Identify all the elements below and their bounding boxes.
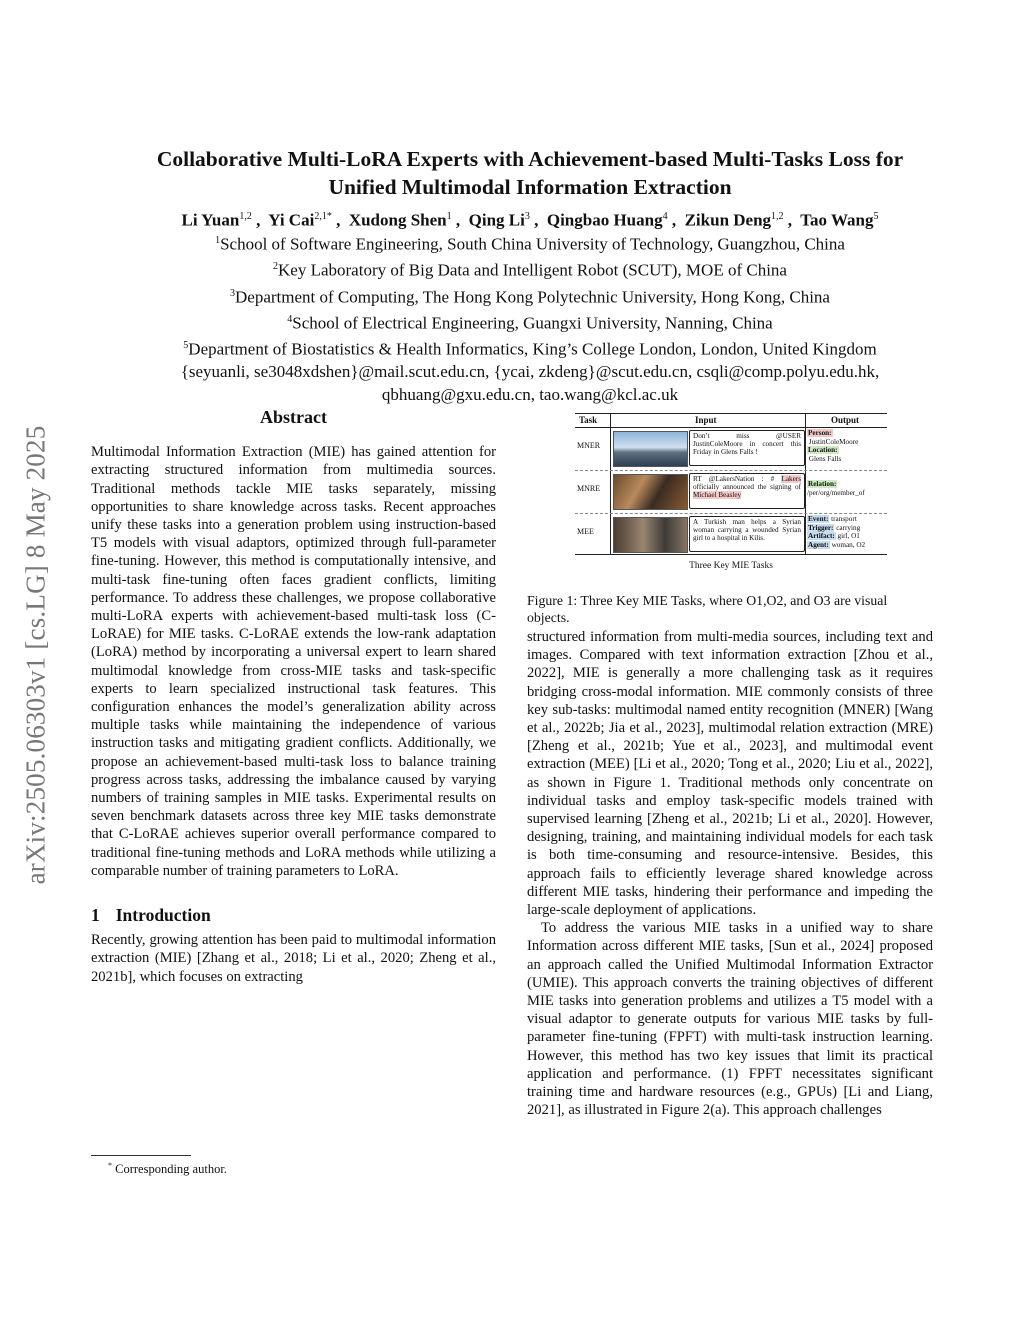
affiliation-line [60, 256, 1000, 282]
output-label: Agent: [808, 540, 829, 549]
affiliation-line [60, 283, 1000, 309]
affiliation-line [60, 309, 1000, 335]
affiliation-mark: 1 [215, 235, 221, 246]
section-number: 1 [91, 905, 100, 926]
author-affil-mark: 1,2 [239, 211, 252, 222]
author-name: Xudong Shen [348, 210, 447, 230]
section-title: Introduction [115, 905, 211, 926]
output-label: Event: [808, 515, 829, 523]
abstract-heading: Abstract [260, 407, 327, 427]
author-affil-mark: 2,1* [314, 211, 332, 222]
affiliations [60, 230, 1000, 406]
footnote-mark: * [108, 1161, 112, 1170]
author-name: Zikun Deng [684, 210, 772, 230]
output-label: Trigger: [808, 523, 834, 532]
figure-caption: Figure 1: Three Key MIE Tasks, where O1,O2, and O3 are visual objects. [527, 593, 888, 625]
figure-table [575, 413, 887, 555]
affiliation-text: Department of Biostatistics & Health Informatics, King’s College London, London, United Kingdom [188, 339, 877, 359]
affiliation-mark: 4 [287, 313, 293, 325]
input-text: A Turkish man helps a Syrian woman carrying a wounded Syrian girl to a hospital in Kilis. [693, 518, 801, 543]
abstract-text: Multimodal Information Extraction (MIE) has gained attention for extracting structured information from multimedia sources. Traditional methods tackle MIE tasks separately, missing opportunities to share knowledge across tasks. Recent approaches unify these tasks into a generation problem using instruction-based T5 models with visual adaptors, optimized through full-parameter fine-tuning. However, this method is computationally intensive, and multi-task fine-tuning often faces gradient conflicts, limiting performance. To address these challenges, we propose collaborative multi-LoRA experts with achievement-based multi-task loss (C-LoRAE) for MIE tasks. C-LoRAE extends the low-rank adaptation (LoRA) method by incorporating a universal expert to learn shared multimodal knowledge from cross-MIE tasks and task-specific experts to learn specialized instructional task features. This configuration enhances the model’s generalization ability across multiple tasks while maintaining the independence of various instruction tasks and mitigating gradient conflicts. Additionally, we propose an achievement-based multi-task loss to balance training progress across tasks, addressing the imbalance caused by varying numbers of training samples in MIE tasks. Experimental results on seven benchmark datasets across three key MIE tasks demonstrate that C-LoRAE achieves superior overall performance compared to traditional fine-tuning methods and LoRA methods while utilizing a comparable number of training parameters to LoRA. [91, 444, 496, 879]
output-label: Relation: [808, 480, 837, 488]
concert-photo [613, 431, 688, 467]
rescue-photo [613, 517, 688, 553]
header-output: Output [831, 415, 860, 425]
output-value: JustinColeMoore [808, 437, 859, 446]
author-name: Yi Cai [268, 210, 315, 230]
input-text-box [689, 430, 805, 466]
affiliation-mark: 2 [273, 261, 279, 273]
footnote-rule [91, 1155, 191, 1156]
figure-inner-label: Three Key MIE Tasks [689, 561, 773, 572]
input-text-box [689, 473, 805, 509]
output-value: carrying [836, 523, 861, 532]
author-name: Qingbao Huang [546, 210, 663, 230]
author-name: Tao Wang [800, 210, 874, 230]
output-label: Location: [808, 446, 838, 455]
affiliation-mark: 3 [230, 287, 236, 299]
affiliation-text: Key Laboratory of Big Data and Intelligent Robot (SCUT), MOE of China [278, 260, 787, 280]
basketball-photo [613, 474, 688, 510]
input-text-box [689, 516, 805, 552]
affiliation-line [60, 335, 1000, 361]
output-label: Artifact: [808, 532, 835, 541]
body-paragraph: structured information from multi-media sources, including text and images. Compared with text information extraction [Zhou et al., 2022], MIE is generally a more challenging task as it requires bridging cross-modal information. MIE commonly consists of three key sub-tasks: multimodal named entity recognition (MNER) [Wang et al., 2022b; Jia et al., 2023], multimodal relation extraction (MRE) [Zheng et al., 2021b; Yue et al., 2023], and multimodal event extraction (MEE) [Li et al., 2020; Tong et al., 2020; Liu et al., 2022], as shown in Figure 1. Traditional methods only concentrate on individual tasks and employ task-specific models trained with supervised learning [Zheng et al., 2021b; Li et al., 2020]. However, designing, training, and maintaining individual models for each task is both time-consuming and resource-intensive. Besides, this approach fails to efficiently leverage shared knowledge across different MIE tasks, hindering their performance and impeding the large-scale deployment of applications. [527, 629, 933, 919]
footnote-text: Corresponding author. [115, 1162, 227, 1177]
header-input: Input [695, 415, 717, 425]
author-affil-mark: 1 [446, 211, 452, 222]
footnote [108, 1161, 227, 1177]
figure-row-mee [575, 513, 887, 556]
affiliation-text: School of Software Engineering, South China University of Technology, Guangzhou, China [220, 234, 845, 254]
figure-row-mnre [575, 470, 887, 514]
output-value: transport [831, 515, 857, 523]
highlighted-entity: Lakers [781, 475, 801, 483]
output-value: girl, O1 [837, 532, 860, 541]
output-value: woman, O2 [831, 540, 866, 549]
figure-row-mner [575, 427, 887, 471]
arxiv-identifier [10, 350, 62, 960]
task-label: MNER [577, 441, 601, 450]
figure-header-row [575, 414, 887, 428]
left-column [91, 408, 496, 986]
author-affil-mark: 4 [662, 211, 668, 222]
section-heading [91, 906, 496, 924]
task-label: MEE [577, 527, 594, 536]
arxiv-identifier-text: arXiv:2505.06303v1 [cs.LG] 8 May 2025 [20, 425, 51, 885]
affiliation-text: Department of Computing, The Hong Kong Polytechnic University, Hong Kong, China [235, 287, 830, 307]
title-line: Unified Multimodal Information Extraction [328, 175, 732, 199]
affiliation-mark: 5 [183, 340, 189, 351]
output-value: /per/org/member_of [807, 488, 865, 497]
output-box [807, 480, 885, 497]
affiliation-text: School of Electrical Engineering, Guangxi University, Nanning, China [292, 313, 773, 333]
author-affil-mark: 3 [524, 211, 530, 222]
output-box [807, 429, 885, 463]
output-value: Glens Falls [808, 454, 842, 463]
output-box [807, 515, 885, 549]
author-affil-mark: 1,2 [771, 211, 784, 222]
header-task: Task [579, 415, 598, 425]
intro-paragraph: Recently, growing attention has been paid to multimodal information extraction (MIE) [Zhang et al., 2018; Li et al., 2020; Zheng et al., 2021b], which focuses on extracting [91, 932, 496, 985]
author-name: Li Yuan [181, 210, 240, 230]
input-text: officially announced the signing of [693, 483, 801, 492]
affiliation-line [60, 230, 1000, 256]
title-line: Collaborative Multi-LoRA Experts with Achievement-based Multi-Tasks Loss for [156, 147, 904, 171]
author-affil-mark: 5 [873, 211, 879, 222]
input-text: Don’t miss @USER JustinColeMoore in concert this Friday in Glens Falls ! [693, 432, 801, 457]
email-line[interactable]: qbhuang@gxu.edu.cn, tao.wang@kcl.ac.uk [381, 384, 679, 404]
right-column [527, 628, 933, 1119]
highlighted-entity: Michael Beasley [693, 491, 742, 500]
input-text: RT @LakersNation : # [693, 475, 775, 483]
email-line[interactable]: {seyuanli, se3048xdshen}@mail.scut.edu.cn, {ycai, zkdeng}@scut.edu.cn, csqli@comp.polyu.edu.hk, [180, 362, 880, 382]
output-label: Person: [808, 429, 832, 437]
body-paragraph: To address the various MIE tasks in a unified way to share Information across different MIE tasks, [Sun et al., 2024] proposed an approach called the Unified Multimodal Information Extractor (UMIE). This approach converts the training objectives of different MIE tasks into generation problems and utilizes a T5 model with a visual adaptor to generate outputs for various MIE tasks by full-parameter fine-tuning (FPFT) with multi-task instruction learning. However, this method has two key issues that limit its practical application and performance. (1) FPFT necessitates significant training time and hardware resources (e.g., GPUs) [Li and Liang, 2021], as illustrated in Figure 2(a). This approach challenges [527, 920, 933, 1119]
paper-title [80, 145, 980, 201]
figure-1 [575, 413, 887, 572]
author-list: Li Yuan$^{1,2}$ , Yi Cai$^{2,1*}$ , Xudong Shen$^1$ , Qing Li$^3$ , Qingbao Huang$^4$ , Zikun Deng$^{1,2}$ , Tao Wang$^5$ [181, 210, 879, 230]
task-label: MNRE [577, 484, 601, 493]
author-name: Qing Li [468, 210, 525, 230]
